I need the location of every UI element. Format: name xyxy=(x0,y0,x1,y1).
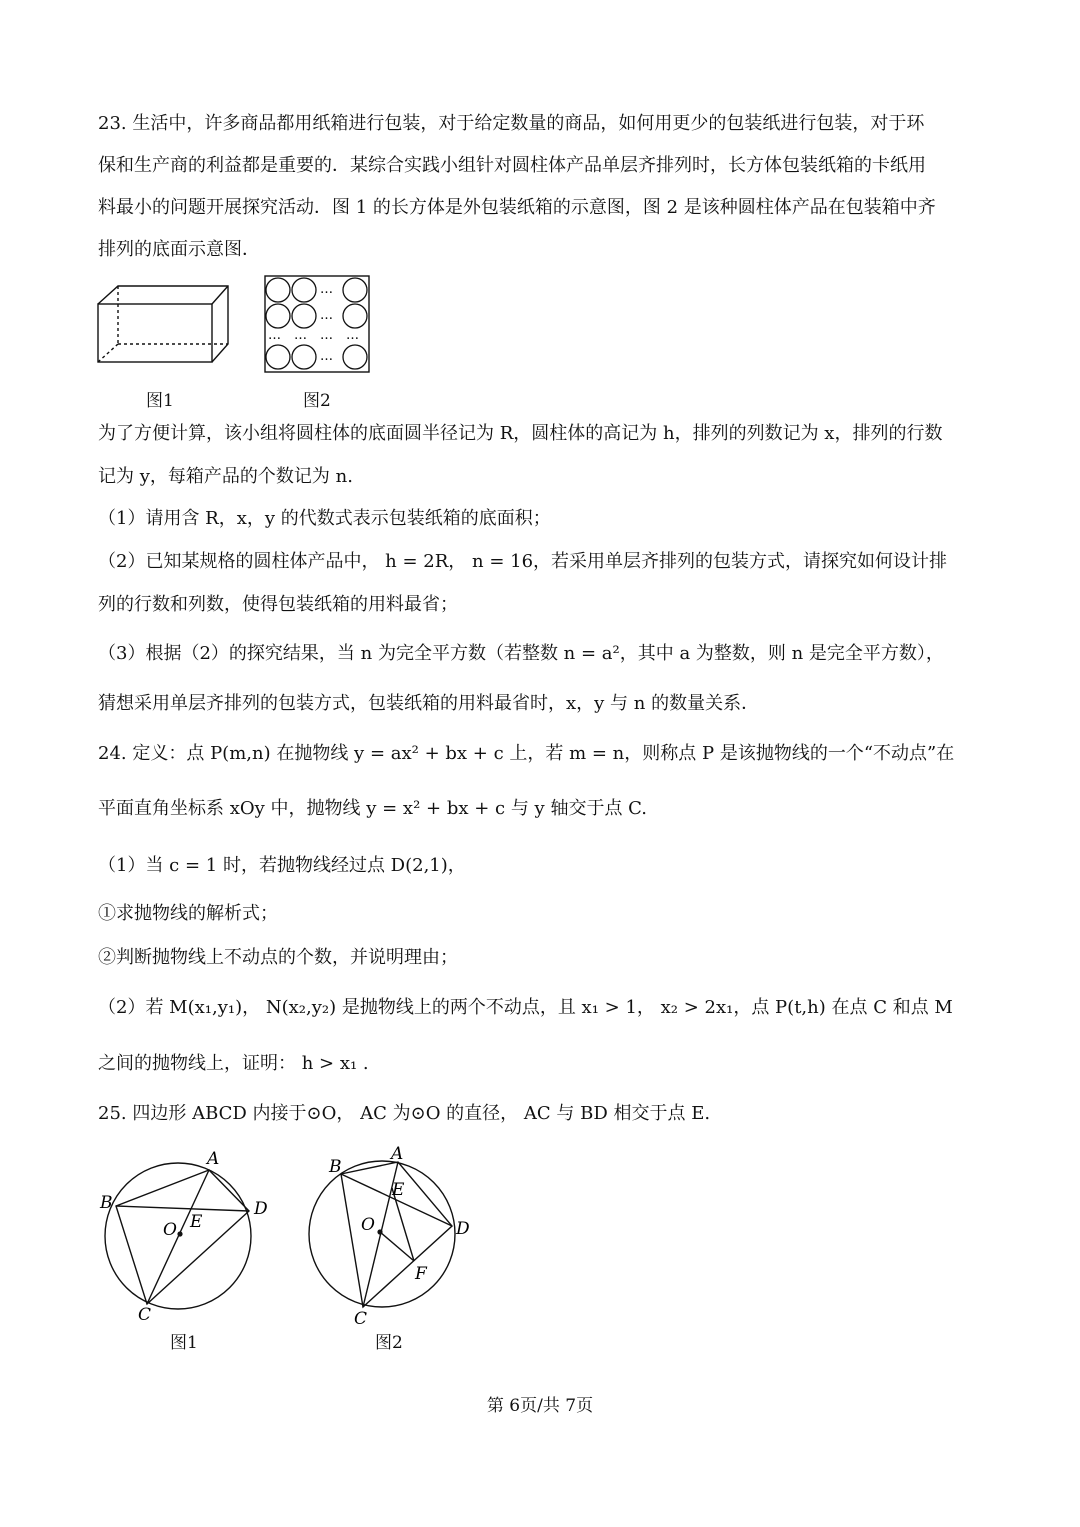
q24-part-1: （1）当 c = 1 时，若抛物线经过点 D(2,1)， xyxy=(98,855,466,876)
q23-part-2b: 列的行数和列数，使得包装纸箱的用料最省； xyxy=(98,594,458,615)
q25-figure-2 xyxy=(302,1144,482,1334)
svg-text:D: D xyxy=(254,1199,268,1219)
q25-figure-1 xyxy=(96,1148,276,1328)
svg-text:…: … xyxy=(320,349,333,364)
q23-line-4: 排列的底面示意图． xyxy=(98,239,260,260)
q23-line-1: 23. 生活中，许多商品都用纸箱进行包装，对于给定数量的商品，如何用更少的包装纸进行包装，对于环 xyxy=(98,113,925,134)
q24-line-2: 平面直角坐标系 xOy 中，抛物线 y = x² + bx + c 与 y 轴交于点 C. xyxy=(98,798,648,819)
page-footer: 第 6页/共 7页 xyxy=(486,1396,594,1416)
svg-text:E: E xyxy=(392,1180,405,1200)
q23-line-6: 记为 y，每箱产品的个数记为 n. xyxy=(98,466,353,487)
svg-text:…: … xyxy=(346,328,359,343)
q25-line-1: 25. 四边形 ABCD 内接于⊙O， AC 为⊙O 的直径， AC 与 BD 相交于点 E. xyxy=(98,1103,711,1124)
q24-part-1b: ②判断抛物线上不动点的个数，并说明理由； xyxy=(98,947,458,968)
q23-figure-2-caption: 图2 xyxy=(303,391,331,411)
svg-text:C: C xyxy=(354,1309,368,1329)
q23-line-3: 料最小的问题开展探究活动．图 1 的长方体是外包装纸箱的示意图，图 2 是该种圆柱体产品在包装箱中齐 xyxy=(98,197,936,218)
svg-text:E: E xyxy=(190,1212,203,1232)
svg-text:C: C xyxy=(138,1305,152,1325)
svg-text:A: A xyxy=(391,1144,404,1164)
q23-figure-1-box xyxy=(94,282,234,368)
q23-part-2a: （2）已知某规格的圆柱体产品中， h = 2R， n = 16，若采用单层齐排列的包装方式，请探究如何设计排 xyxy=(98,551,948,572)
q24-part-2b: 之间的抛物线上，证明： h > x₁ . xyxy=(98,1053,369,1074)
svg-text:D: D xyxy=(456,1219,470,1239)
q25-figure-1-caption: 图1 xyxy=(170,1333,198,1353)
svg-text:…: … xyxy=(320,308,333,323)
q23-part-3b: 猜想采用单层齐排列的包装方式，包装纸箱的用料最省时，x，y 与 n 的数量关系． xyxy=(98,693,760,714)
svg-text:…: … xyxy=(294,328,307,343)
q23-part-1: （1）请用含 R，x，y 的代数式表示包装纸箱的底面积； xyxy=(98,508,551,529)
q23-figure-2-grid xyxy=(262,274,372,374)
svg-text:B: B xyxy=(329,1157,342,1177)
svg-text:O: O xyxy=(361,1215,375,1235)
q23-part-3a: （3）根据（2）的探究结果，当 n 为完全平方数（若整数 n = a²，其中 a 为整数，则 n 是完全平方数）， xyxy=(98,643,944,664)
svg-text:…: … xyxy=(320,282,333,297)
q25-figure-2-caption: 图2 xyxy=(375,1333,403,1353)
svg-text:F: F xyxy=(415,1264,427,1284)
q23-line-2: 保和生产商的利益都是重要的．某综合实践小组针对圆柱体产品单层齐排列时，长方体包装纸箱的卡纸用 xyxy=(98,155,926,176)
svg-text:O: O xyxy=(163,1220,177,1240)
q23-figure-1-caption: 图1 xyxy=(146,391,174,411)
svg-text:B: B xyxy=(100,1193,113,1213)
q23-line-5: 为了方便计算，该小组将圆柱体的底面圆半径记为 R，圆柱体的高记为 h，排列的列数记为 x，排列的行数 xyxy=(98,423,943,444)
svg-text:…: … xyxy=(320,328,333,343)
svg-text:…: … xyxy=(268,328,281,343)
svg-text:A: A xyxy=(207,1149,220,1169)
q24-line-1: 24. 定义：点 P(m,n) 在抛物线 y = ax² + bx + c 上，若 m = n，则称点 P 是该抛物线的一个“不动点”在 xyxy=(98,743,955,764)
q24-part-1a: ①求抛物线的解析式； xyxy=(98,903,278,924)
q24-part-2a: （2）若 M(x₁,y₁)， N(x₂,y₂) 是抛物线上的两个不动点，且 x₁ > 1， x₂ > 2x₁，点 P(t,h) 在点 C 和点 M xyxy=(98,997,953,1018)
